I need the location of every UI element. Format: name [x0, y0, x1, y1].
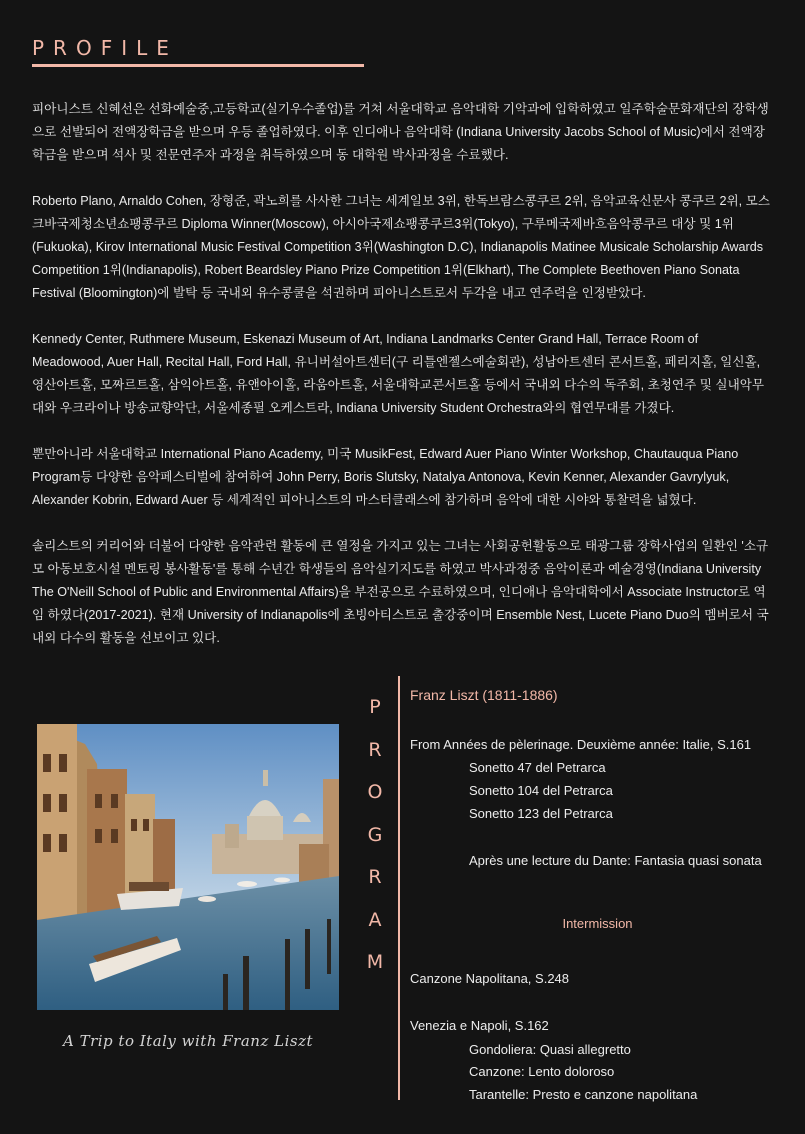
program-work-title: Venezia e Napoli, S.162 [410, 1018, 549, 1033]
profile-bio [32, 98, 770, 673]
photo-caption: A Trip to Italy with Franz Liszt [62, 1032, 314, 1050]
profile-rule [32, 64, 364, 67]
bio-paragraph: 피아니스트 신혜선은 선화예술중,고등학교(실기우수졸업)를 거쳐 서울대학교 음악대학 기악과에 입학하였고 일주학술문화재단의 장학생으로 선발되어 전액장학금을 받으며 우등 졸업하였다. 이후 인디애나 음악대학 (Indiana University Jacobs School of Music)에서 전액장학금을 받으며 석사 및 전문연주자 과정을 취득하였으며 동 대학원 박사과정을 수료했다. [32, 102, 769, 162]
program-piece: Sonetto 47 del Petrarca [469, 760, 606, 775]
bio-paragraph: 뿐만아니라 서울대학교 International Piano Academy, 미국 MusikFest, Edward Auer Piano Winter Workshop, Chautauqua Piano Program등 다양한 음악페스티벌에 참여하여 John Perry, Boris Slutsky, Natalya Antonova, Kevin Kenner, Alexander Gavrylyuk, Alexander Kobrin, Edward Auer 등 세계적인 피아니스트의 마스터클래스에 참가하며 음악에 대한 시야와 통찰력을 넓혔다. [32, 447, 739, 507]
program-letter: G [367, 823, 383, 846]
program-piece: Gondoliera: Quasi allegretto [469, 1042, 631, 1057]
program-piece: Après une lecture du Dante: Fantasia quasi sonata [469, 853, 762, 868]
program-work-title: Canzone Napolitana, S.248 [410, 971, 570, 986]
program-piece: Tarantelle: Presto e canzone napolitana [469, 1087, 698, 1102]
bio-paragraph: 솔리스트의 커리어와 더불어 다양한 음악관련 활동에 큰 열정을 가지고 있는 그녀는 사회공헌활동으로 태광그룹 장학사업의 일환인 '소규모 아동보호시설 멘토링 봉사활동'를 통해 수년간 학생들의 음악실기지도를 하였고 박사과정중 음악이론과 예술경영(Indiana University The O'Neill School of Public and Environmental Affairs)을 부전공으로 수료하였으며, 인디애나 음악대학에서 Associate Instructor로 역임 하였다(2017-2021). 현재 University of Indianapolis에 초빙아티스트로 출강중이며 Ensemble Nest, Lucete Piano Duo의 멤버로서 국내외 다수의 활동을 선보이고 있다. [32, 539, 769, 645]
program-intermission: Intermission [562, 916, 633, 931]
program-letter: M [366, 951, 384, 973]
program-piece: Canzone: Lento doloroso [469, 1064, 615, 1079]
program-piece: Sonetto 104 del Petrarca [469, 783, 613, 798]
bio-paragraph: Kennedy Center, Ruthmere Museum, Eskenazi Museum of Art, Indiana Landmarks Center Grand Hall, Terrace Room of Meadowood, Auer Hall, Recital Hall, Ford Hall, 유니버설아트센터(구 리틀엔젤스예술회관), 성남아트센터 콘서트홀, 페리지홀, 일신홀, 영산아트홀, 모짜르트홀, 삼익아트홀, 유앤아이홀, 라움아트홀, 서울대학교콘서트홀 등에서 국내외 다수의 독주회, 초청연주 및 실내악무대와 우크라이나 방송교향악단, 서울세종필 오케스트라, Indiana University Student Orchestra와의 협연무대를 가졌다. [32, 332, 765, 415]
program-composer: Franz Liszt (1811-1886) [410, 687, 558, 703]
program-letter: R [368, 866, 382, 888]
venice-grand-canal-photo [37, 724, 339, 1010]
program-piece: Sonetto 123 del Petrarca [469, 806, 613, 821]
program-letter: P [369, 696, 381, 718]
bio-paragraph: Roberto Plano, Arnaldo Cohen, 장형준, 곽노희를 사사한 그녀는 세계일보 3위, 한독브람스콩쿠르 2위, 음악교육신문사 콩쿠르 2위, 모스크바국제청소년쇼팽콩쿠르 Diploma Winner(Moscow), 아시아국제쇼팽콩쿠르3위(Tokyo), 구루메국제바흐음악콩쿠르 대상 및 1위(Fukuoka), Kirov International Music Festival Competition 3위(Washington D.C), Indianapolis Matinee Musicale Scholarship Awards Competition 1위(Indianapolis), Robert Beardsley Piano Prize Competition 1위(Elkhart), The Complete Beethoven Piano Sonata Festival (Bloomington)에 발탁 등 국내외 유수콩쿨을 석권하며 피아니스트로서 두각을 내고 연주력을 인정받았다. [32, 194, 770, 300]
profile-heading: PROFILE [32, 36, 178, 60]
program-rule [398, 676, 400, 1100]
program-letter: O [367, 781, 383, 803]
program-work-title: From Années de pèlerinage. Deuxième année: Italie, S.161 [410, 737, 752, 752]
program-letter: A [368, 908, 382, 931]
program-letter: R [368, 738, 382, 761]
program-heading [364, 694, 386, 992]
